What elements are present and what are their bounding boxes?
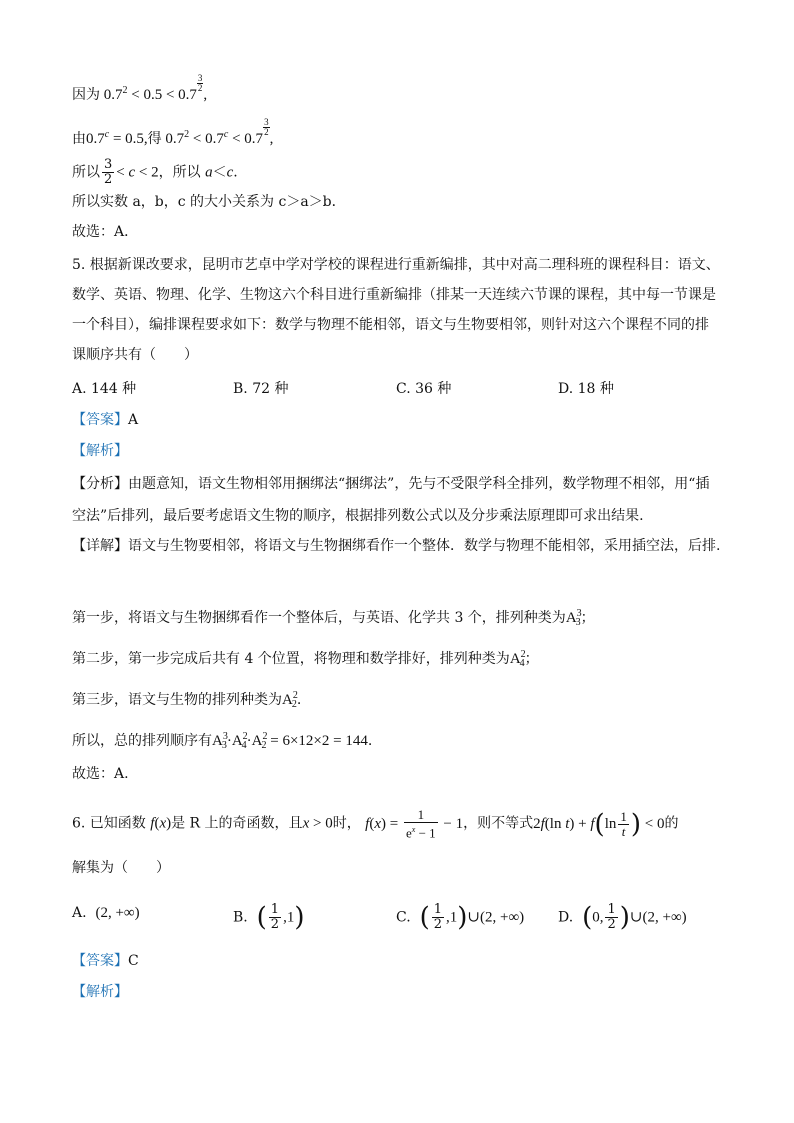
answer-tag: 【答案】 [72, 953, 128, 969]
math-total: $A^3_3\cdot A^2_4\cdot A^2_2 = 6\times 12\times 2 = 144$ [212, 731, 368, 751]
text: 6. 已知函数 [72, 815, 146, 832]
text: 是 R 上的奇函数，且 [171, 815, 303, 832]
math-fx: f(x) [150, 815, 172, 832]
text: 第一步，将语文与生物捆绑看作一个整体后，与英语、化学共 3 个，排列种类为 [72, 610, 566, 626]
math: a [205, 164, 213, 181]
answer-tag: 【答案】 [72, 412, 128, 428]
q5-fenxi [72, 468, 722, 532]
math-inequality-1: $0.7^2 < 0.5 < 0.7$ $\frac{3}{2}$ , [100, 73, 208, 103]
fraction-3-2: $\frac{3}{2}$ [104, 157, 113, 187]
q6-option-a: A. (2, +∞) [72, 905, 140, 921]
text: ，则不等式 [463, 815, 534, 832]
text: 得 [147, 131, 162, 147]
xiangjie-text: 语文与生物要相邻，将语文与生物捆绑看作一个整体．数学与物理不能相邻，采用插空法，后排. [128, 538, 721, 554]
xiangjie-tag: 【详解】 [72, 538, 128, 554]
math-inequality-2: $0.7^2 < 0.7^c < 0.7$ $\frac{3}{2}$ , [161, 117, 274, 147]
q5-choose: 故选：A. [72, 766, 129, 782]
q6-analysis-tag [72, 982, 128, 1002]
q6-option-b: B. ( $\frac{1}{2}$ ,1) [233, 902, 305, 933]
q5-stem: 5. 根据新课改要求，昆明市艺卓中学对学校的课程进行重新编排，其中对高二理科班的课程科目：语文、数学、英语、物理、化学、生物这六个科目进行重新编排（排某一天连续六节课的课程，其中每一节课是一个科目），编排课程要求如下：数学与物理不能相邻，语文与生物要相邻，则针对这六个课程不同的排课顺序共有（ ） [72, 257, 720, 363]
math: < c < 2 [116, 164, 159, 181]
q5-answer [72, 410, 138, 430]
q5-option-c: C. 36 种 [396, 381, 452, 397]
q6-stem-line2: 解集为（ ） [72, 860, 170, 876]
text: 第二步，第一步完成后共有 4 个位置，将物理和数学排好，排列种类为 [72, 651, 510, 667]
q5-step3: 第三步，语文与生物的排列种类为$A^2_2$. [72, 690, 302, 710]
line-relation: 所以实数 a，b，c 的大小关系为 c＞a＞b． [72, 194, 346, 210]
math-inequality: 2f(ln t) + f(ln $\frac{1}{t}$ ) < 0 [533, 808, 665, 840]
q6-option-c: C. ( $\frac{1}{2}$ ,1)∪(2, +∞) [396, 902, 525, 933]
line-because [72, 74, 207, 105]
math-A33: $A^3_3$ [565, 608, 582, 628]
analysis-tag: 【解析】 [72, 984, 128, 1000]
text: 因为 [72, 87, 100, 103]
q6-answer [72, 951, 139, 971]
text: 所以 [72, 164, 100, 181]
text: 第三步，语文与生物的排列种类为 [72, 692, 282, 708]
analysis-tag: 【解析】 [72, 443, 128, 459]
text: 所以，总的排列顺序有 [72, 733, 212, 749]
math-fx-def: f(x) = $\frac{1}{e^x - 1}$ − 1 [365, 807, 464, 841]
q6-stem-line1 [72, 808, 678, 840]
math-x-gt-0: x > 0 [302, 815, 333, 832]
q5-total: 所以，总的排列顺序有$A^3_3\cdot A^2_4\cdot A^2_2 = 6\times 12\times 2 = 144$. [72, 731, 373, 751]
q5-analysis-tag [72, 441, 128, 461]
line-from [72, 118, 273, 149]
answer-value: C [128, 953, 139, 969]
q5-option-a: A. 144 种 [72, 381, 137, 397]
q6-option-d: D. (0, $\frac{1}{2}$ )∪(2, +∞) [558, 902, 687, 933]
math-eq: 0.7$^c$ = 0.5, [86, 129, 148, 147]
q5-option-b: B. 72 种 [233, 381, 289, 397]
math: c [226, 164, 234, 181]
math-A22: $A^2_2$ [282, 690, 298, 710]
q5-step2: 第二步，第一步完成后共有 4 个位置，将物理和数学排好，排列种类为$A^2_4$； [72, 649, 539, 669]
fenxi-tag: 【分析】 [72, 476, 128, 492]
answer-value: A [128, 412, 139, 428]
text: 时， [332, 815, 361, 832]
text: 所以 [172, 164, 201, 181]
fenxi-text: 由题意知，语文生物相邻用捆绑法“捆绑法”，先与不受限学科全排列，数学物理不相邻，用“插空法”后排列，最后要考虑语文生物的顺序，根据排列数公式以及分步乘法原理即可求出结果. [72, 476, 710, 524]
q5-xiangjie [72, 530, 722, 562]
text: 由 [72, 131, 86, 147]
text: 的 [664, 815, 679, 832]
line-so: 所以 $\frac{3}{2}$ < c < 2，所以 a＜c. [72, 157, 238, 187]
q5-option-d: D. 18 种 [558, 381, 614, 397]
q5-step1: 第一步，将语文与生物捆绑看作一个整体后，与英语、化学共 3 个，排列种类为$A^3_3$； [72, 608, 595, 628]
math-A42: $A^2_4$ [509, 649, 526, 669]
line-choose: 故选：A． [72, 224, 139, 240]
